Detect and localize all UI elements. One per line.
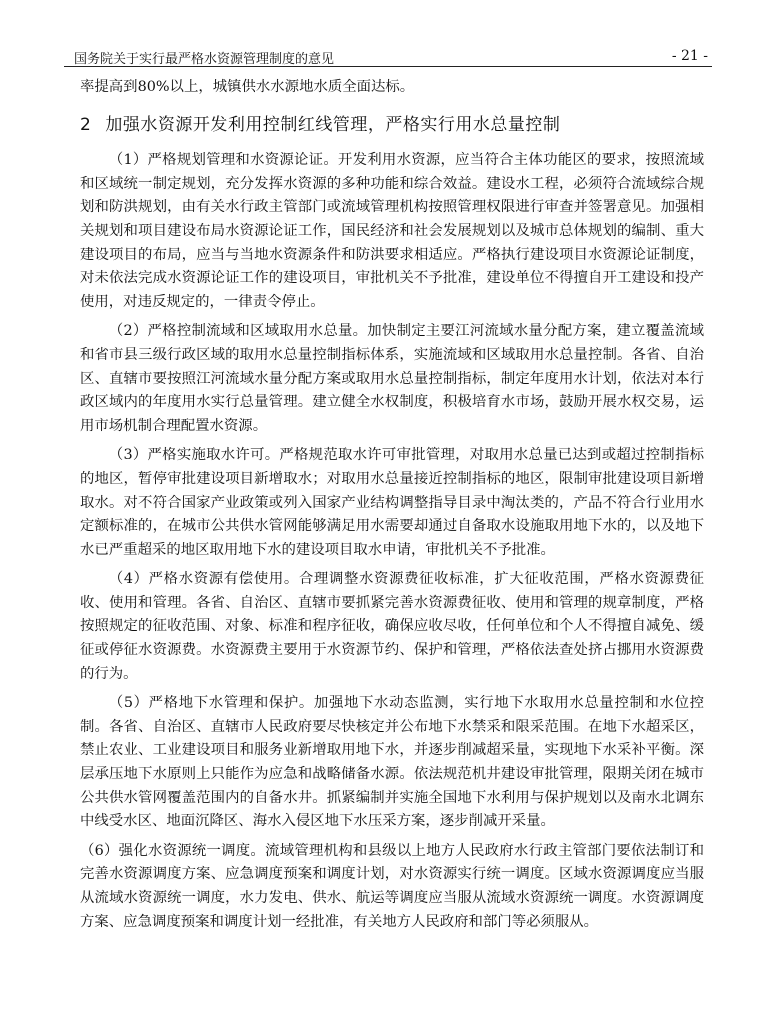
paragraph-3: （3）严格实施取水许可。严格规范取水许可审批管理，对取用水总量已达到或超过控制指标的地区，暂停审批建设项目新增取水；对取用水总量接近控制指标的地区，限制审批建设项目新增取水。对不符合国家产业政策或列入国家产业结构调整指导目录中淘汰类的，产品不符合行业用水定额标准的，在城市公共供水管网能够满足用水需要却通过自备取水设施取用地下水的，以及地下水已严重超采的地区取用地下水的建设项目取水申请，审批机关不予批准。 [80, 447, 704, 558]
running-header [64, 44, 712, 67]
section-title: 加强水资源开发利用控制红线管理，严格实行用水总量控制 [105, 114, 561, 135]
running-title: 国务院关于实行最严格水资源管理制度的意见 [74, 52, 335, 67]
paragraph-2: （2）严格控制流域和区域取用水总量。加快制定主要江河流域水量分配方案，建立覆盖流域和省市县三级行政区域的取用水总量控制指标体系，实施流域和区域取用水总量控制。各省、自治区、直辖市要按照江河流域水量分配方案或取用水总量控制指标，制定年度用水计划，依法对本行政区域内的年度用水实行总量管理。建立健全水权制度，积极培育水市场，鼓励开展水权交易，运用市场机制合理配置水资源。 [80, 323, 704, 434]
paragraph-5: （5）严格地下水管理和保护。加强地下水动态监测，实行地下水取用水总量控制和水位控制。各省、自治区、直辖市人民政府要尽快核定并公布地下水禁采和限采范围。在地下水超采区，禁止农业、工业建设项目和服务业新增取用地下水，并逐步削减超采量，实现地下水采补平衡。深层承压地下水原则上只能作为应急和战略储备水源。依法规范机井建设审批管理，限期关闭在城市公共供水管网覆盖范围内的自备水井。抓紧编制并实施全国地下水利用与保护规划以及南水北调东中线受水区、地面沉降区、海水入侵区地下水压采方案，逐步削减开采量。 [80, 695, 704, 830]
section-heading [80, 114, 704, 138]
intro-fragment: 率提高到80%以上，城镇供水水源地水质全面达标。 [80, 79, 415, 95]
paragraph-4: （4）严格水资源有偿使用。合理调整水资源费征收标准，扩大征收范围，严格水资源费征收、使用和管理。各省、自治区、直辖市要抓紧完善水资源费征收、使用和管理的规章制度，严格按照规定的征收范围、对象、标准和程序征收，确保应收尽收，任何单位和个人不得擅自减免、缓征或停征水资源费。水资源费主要用于水资源节约、保护和管理，严格依法查处挤占挪用水资源费的行为。 [80, 571, 704, 682]
document-body [80, 76, 704, 940]
paragraph-6: （6）强化水资源统一调度。流域管理机构和县级以上地方人民政府水行政主管部门要依法制订和完善水资源调度方案、应急调度预案和调度计划，对水资源实行统一调度。区域水资源调度应当服从流域水资源统一调度，水力发电、供水、航运等调度应当服从流域水资源统一调度。水资源调度方案、应急调度预案和调度计划一经批准，有关地方人民政府和部门等必须服从。 [80, 842, 704, 930]
page-number: - 21 - [671, 48, 708, 64]
section-number: 2 [80, 114, 92, 135]
paragraph-1: （1）严格规划管理和水资源论证。开发利用水资源，应当符合主体功能区的要求，按照流域和区域统一制定规划，充分发挥水资源的多种功能和综合效益。建设水工程，必须符合流域综合规划和防洪规划，由有关水行政主管部门或流域管理机构按照管理权限进行审查并签署意见。加强相关规划和项目建设布局水资源论证工作，国民经济和社会发展规划以及城市总体规划的编制、重大建设项目的布局，应当与当地水资源条件和防洪要求相适应。严格执行建设项目水资源论证制度，对未依法完成水资源论证工作的建设项目，审批机关不予批准，建设单位不得擅自开工建设和投产使用，对违反规定的，一律责令停止。 [80, 152, 704, 310]
